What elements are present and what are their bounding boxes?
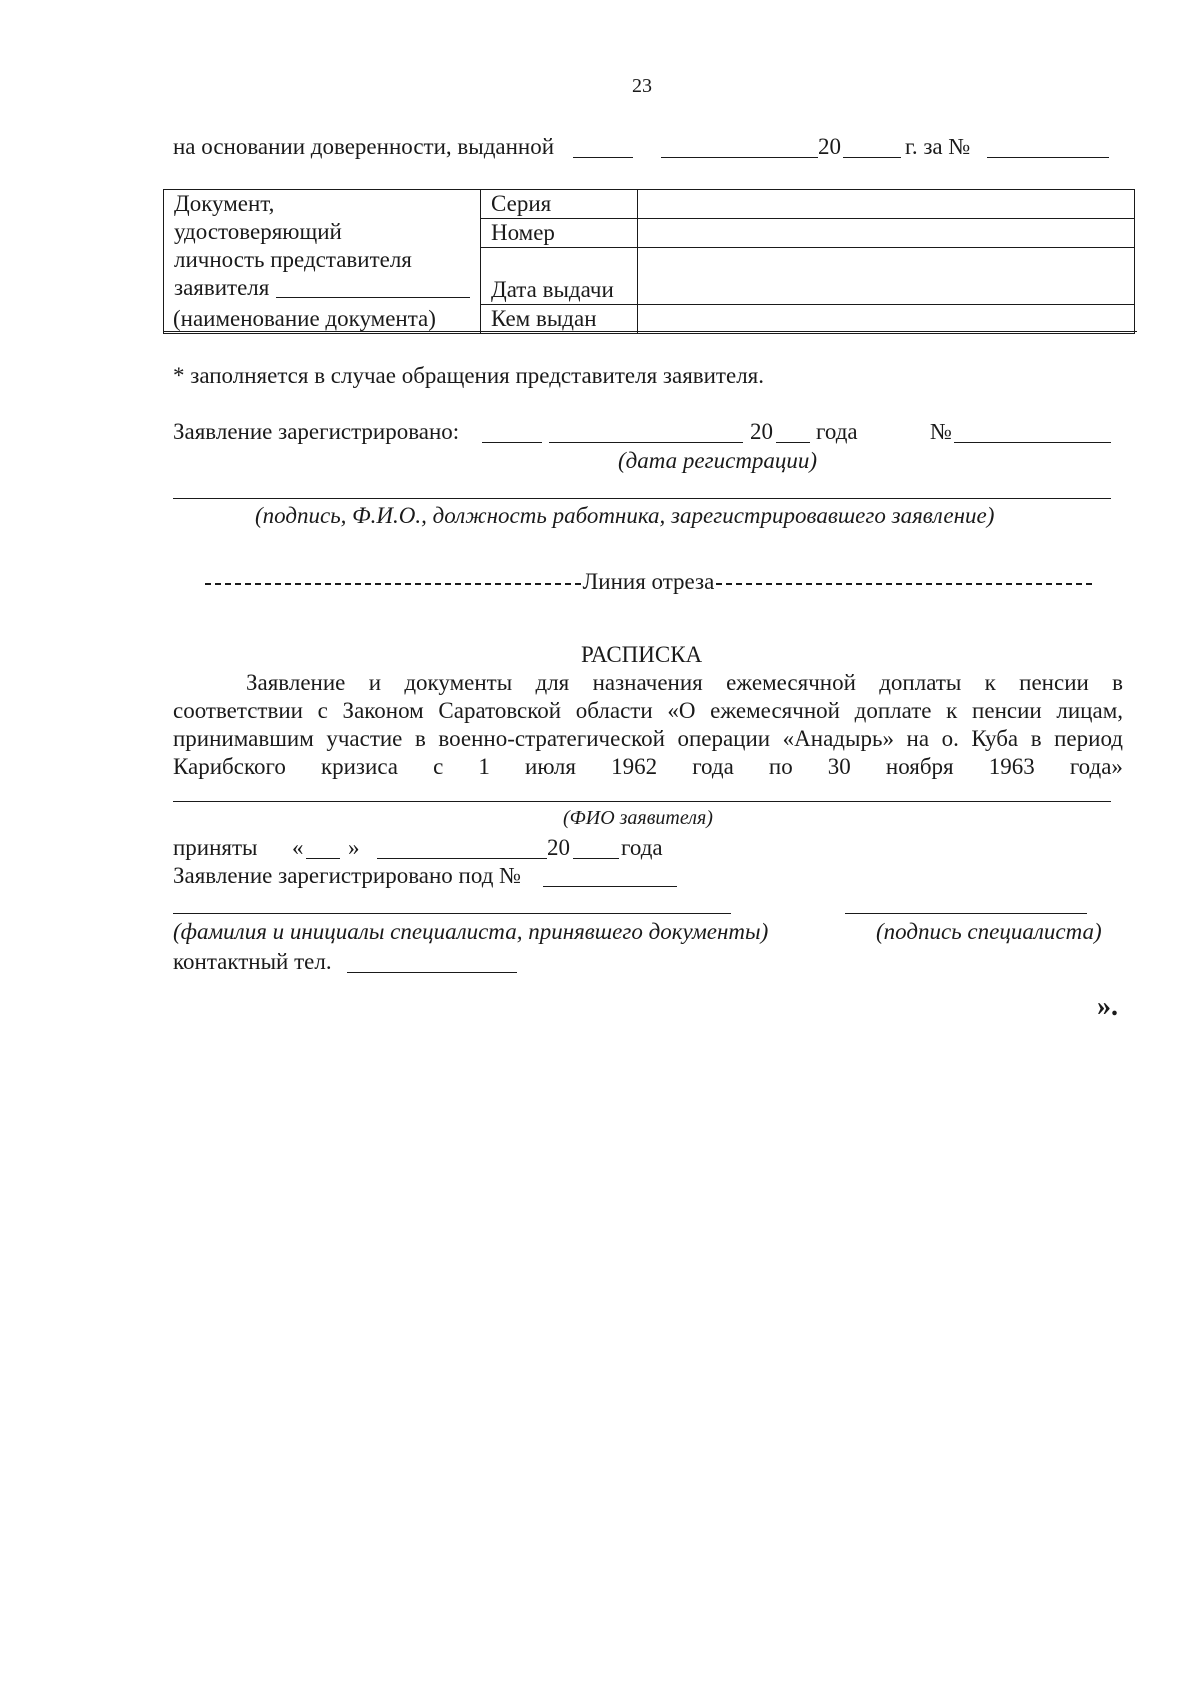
registrar-signature-blank[interactable] xyxy=(173,498,1111,499)
applicant-fio-blank[interactable] xyxy=(173,801,1111,802)
receipt-word: года» xyxy=(1069,754,1123,779)
id-label-line: личность представителя xyxy=(174,247,412,272)
registered-under-label: Заявление зарегистрировано под № xyxy=(173,863,522,888)
closing-mark: ». xyxy=(1097,991,1118,1022)
table-bottom-border xyxy=(163,331,1137,332)
specialist-name-caption: (фамилия и инициалы специалиста, принявшего документы) xyxy=(173,919,769,944)
receipt-line xyxy=(173,669,1123,697)
registered-under-number-blank[interactable] xyxy=(543,886,677,887)
proxy-g-label: г. за № xyxy=(905,134,971,159)
receipt-word: 1962 xyxy=(611,754,658,779)
accepted-quote-open: « xyxy=(292,835,304,860)
proxy-month-blank[interactable] xyxy=(661,157,818,158)
applicant-fio-caption: (ФИО заявителя) xyxy=(563,807,713,829)
receipt-body xyxy=(173,669,1123,781)
id-label-line: удостоверяющий xyxy=(174,219,342,244)
proxy-text: на основании доверенности, выданной xyxy=(173,134,555,159)
proxy-number-blank[interactable] xyxy=(987,157,1109,158)
id-doc-name-caption: (наименование документа) xyxy=(173,306,436,331)
registration-day-blank[interactable] xyxy=(482,442,542,443)
receipt-word: Карибского xyxy=(173,754,286,779)
receipt-word: 1963 xyxy=(988,754,1035,779)
registration-month-blank[interactable] xyxy=(549,442,743,443)
proxy-year-blank[interactable] xyxy=(843,157,901,158)
receipt-line xyxy=(173,725,1123,753)
registration-date-caption: (дата регистрации) xyxy=(618,448,818,473)
proxy-day-blank[interactable] xyxy=(573,157,633,158)
series-label-cell: Серия xyxy=(481,190,638,219)
cut-line-right-dashes xyxy=(716,583,1092,585)
issued-by-label-cell: Кем выдан xyxy=(481,305,638,334)
accepted-day-blank[interactable] xyxy=(306,858,340,859)
receipt-word: по xyxy=(768,754,793,779)
issue-date-label-cell: Дата выдачи xyxy=(481,248,638,305)
receipt-line-text: Заявление и документы для назначения ежемесячной доплаты к пенсии в xyxy=(246,670,1123,695)
accepted-month-blank[interactable] xyxy=(377,858,547,859)
accepted-quote-close: » xyxy=(348,835,360,860)
table-divider xyxy=(480,303,481,331)
id-label-line xyxy=(174,274,470,302)
registration-year-blank[interactable] xyxy=(776,442,810,443)
number-label-cell: Номер xyxy=(481,219,638,248)
registration-label: Заявление зарегистрировано: xyxy=(173,419,460,444)
contact-label: контактный тел. xyxy=(173,949,332,974)
accepted-label: приняты xyxy=(173,835,258,860)
receipt-word: июля xyxy=(525,754,576,779)
cut-line xyxy=(205,570,1092,593)
receipt-title: РАСПИСКА xyxy=(581,642,703,667)
issued-by-value-cell[interactable] xyxy=(638,305,1135,334)
cut-line-label: Линия отреза xyxy=(582,569,715,594)
contact-phone-blank[interactable] xyxy=(347,972,517,973)
receipt-line-text: принимавшим участие в военно-стратегической операции «Анадырь» на о. Куба в период xyxy=(173,726,1123,751)
proxy-year-prefix: 20 xyxy=(818,134,841,159)
receipt-word: года xyxy=(692,754,734,779)
receipt-word: 1 xyxy=(478,754,490,779)
specialist-signature-caption: (подпись специалиста) xyxy=(876,919,1102,944)
receipt-word: кризиса xyxy=(320,754,399,779)
id-label-applicant: заявителя xyxy=(174,275,270,300)
receipt-word: ноября xyxy=(885,754,954,779)
accepted-year-blank[interactable] xyxy=(573,858,619,859)
receipt-last-line xyxy=(173,753,1123,781)
accepted-year-prefix: 20 xyxy=(547,835,570,860)
registrar-signature-caption: (подпись, Ф.И.О., должность работника, зарегистрировавшего заявление) xyxy=(255,503,995,528)
id-doc-name-blank[interactable] xyxy=(276,297,470,298)
table-left-border xyxy=(163,303,164,331)
footnote: * заполняется в случае обращения представителя заявителя. xyxy=(173,363,765,388)
series-value-cell[interactable] xyxy=(638,190,1135,219)
page-number: 23 xyxy=(632,75,652,97)
registration-number-blank[interactable] xyxy=(954,442,1111,443)
receipt-word: 30 xyxy=(827,754,851,779)
accepted-year-suffix: года xyxy=(621,835,663,860)
specialist-signature-blank[interactable] xyxy=(845,913,1087,914)
specialist-name-blank[interactable] xyxy=(173,913,731,914)
id-label-line: Документ, xyxy=(174,191,275,216)
receipt-word: с xyxy=(433,754,444,779)
cut-line-left-dashes xyxy=(205,583,581,585)
registration-year-prefix: 20 xyxy=(750,419,773,444)
table-row xyxy=(164,190,1135,219)
registration-year-suffix: года xyxy=(816,419,858,444)
receipt-line xyxy=(173,697,1123,725)
receipt-line-text: соответствии с Законом Саратовской области «О ежемесячной доплате к пенсии лицам, xyxy=(173,698,1123,723)
registration-number-sign: № xyxy=(930,419,952,444)
issue-date-value-cell[interactable] xyxy=(638,248,1135,305)
number-value-cell[interactable] xyxy=(638,219,1135,248)
